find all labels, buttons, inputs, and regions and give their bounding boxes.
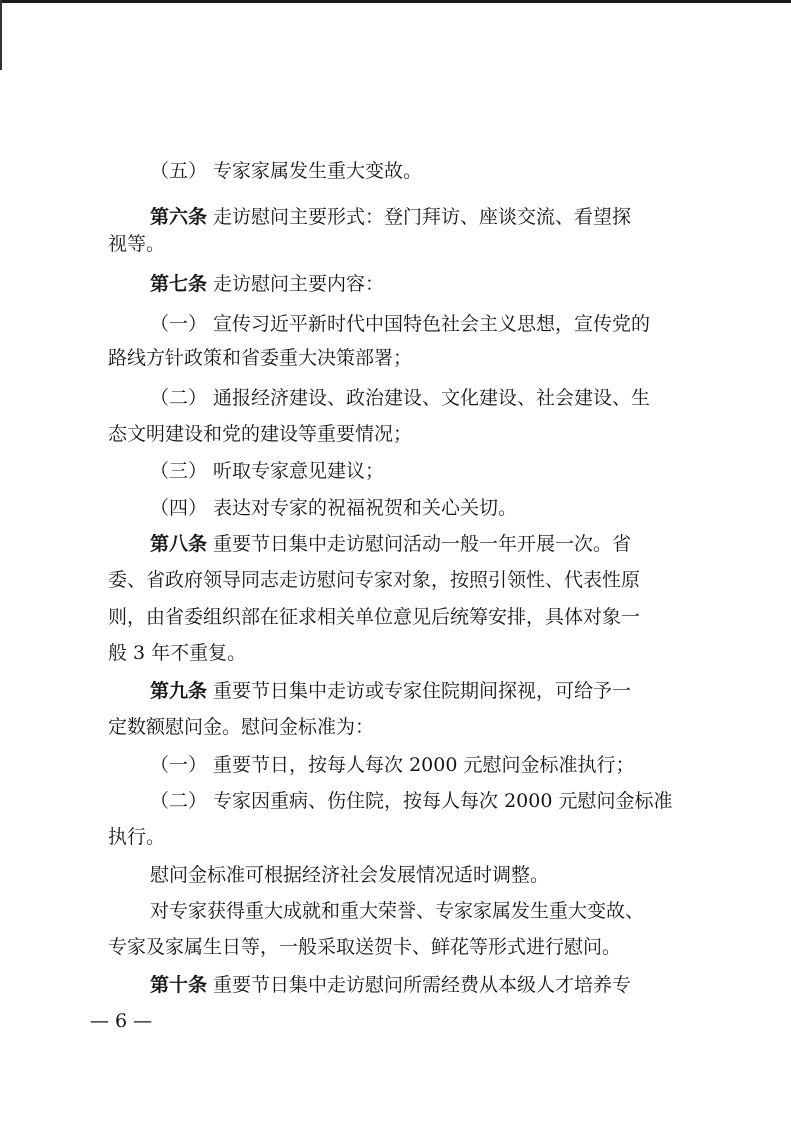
paragraph-line — [150, 752, 634, 778]
line-text: 视等。 — [108, 233, 166, 255]
line-text: 走访慰问主要形式：登门拜访、座谈交流、看望探 — [207, 206, 632, 228]
paragraph-line — [108, 934, 621, 960]
line-text: （三） 听取专家意见建议； — [150, 460, 385, 482]
paragraph-line — [108, 640, 246, 666]
paragraph-line — [108, 714, 374, 740]
paragraph-line — [150, 458, 384, 484]
line-text: （二） 通报经济建设、政治建设、文化建设、社会建设、生 — [150, 387, 651, 409]
line-text: 专家及家属生日等，一般采取送贺卡、鲜花等形式进行慰问。 — [108, 936, 622, 958]
article-number: 第六条 — [150, 206, 208, 228]
line-text: 委、省政府领导同志走访慰问专家对象，按照引领性、代表性原 — [108, 569, 641, 591]
scan-edge-top — [0, 0, 791, 3]
paragraph-line — [108, 421, 412, 447]
line-text: 慰问金标准可根据经济社会发展情况适时调整。 — [150, 864, 550, 886]
paragraph-line — [108, 824, 165, 850]
paragraph-line — [150, 158, 422, 184]
line-text: （一） 宣传习近平新时代中国特色社会主义思想，宣传党的 — [150, 313, 651, 335]
article-number: 第九条 — [150, 680, 208, 702]
paragraph-line — [150, 898, 644, 924]
paragraph-line — [108, 567, 640, 593]
article-number: 第七条 — [150, 273, 208, 295]
line-text: 般 3 年不重复。 — [108, 642, 247, 664]
line-text: 对专家获得重大成就和重大荣誉、专家家属发生重大变故、 — [150, 900, 645, 922]
line-text: 态文明建设和党的建设等重要情况； — [108, 423, 413, 445]
line-text: 走访慰问主要内容： — [207, 273, 385, 295]
line-text: 则，由省委组织部在征求相关单位意见后统筹安排，具体对象一 — [108, 606, 641, 628]
paragraph-line — [150, 788, 672, 814]
article-heading-line — [150, 271, 384, 297]
line-text: 重要节日集中走访慰问所需经费从本级人才培养专 — [207, 974, 632, 996]
line-text: 路线方针政策和省委重大决策部署； — [108, 347, 413, 369]
page-number: — 6 — — [90, 1010, 153, 1032]
line-text: 定数额慰问金。慰问金标准为： — [108, 716, 375, 738]
line-text: （一） 重要节日，按每人每次 2000 元慰问金标准执行； — [150, 754, 635, 776]
line-text: （四） 表达对专家的祝福祝贺和关心关切。 — [150, 497, 518, 519]
line-text: 重要节日集中走访或专家住院期间探视，可给予一 — [207, 680, 632, 702]
paragraph-line — [108, 604, 640, 630]
line-text: （五） 专家家属发生重大变故。 — [150, 160, 423, 182]
paragraph-line — [108, 231, 165, 257]
paragraph-line — [150, 862, 549, 888]
article-heading-line — [150, 972, 631, 998]
paragraph-line — [150, 495, 517, 521]
line-text: （二） 专家因重病、伤住院，按每人每次 2000 元慰问金标准 — [150, 790, 673, 812]
article-number: 第八条 — [150, 533, 208, 555]
article-heading-line — [150, 204, 631, 230]
paragraph-line — [150, 311, 650, 337]
article-number: 第十条 — [150, 974, 208, 996]
paragraph-line — [150, 385, 650, 411]
article-heading-line — [150, 531, 631, 557]
scan-edge-left — [0, 0, 2, 70]
article-heading-line — [150, 678, 631, 704]
line-text: 执行。 — [108, 826, 166, 848]
line-text: 重要节日集中走访慰问活动一般一年开展一次。省 — [207, 533, 632, 555]
paragraph-line — [108, 345, 412, 371]
